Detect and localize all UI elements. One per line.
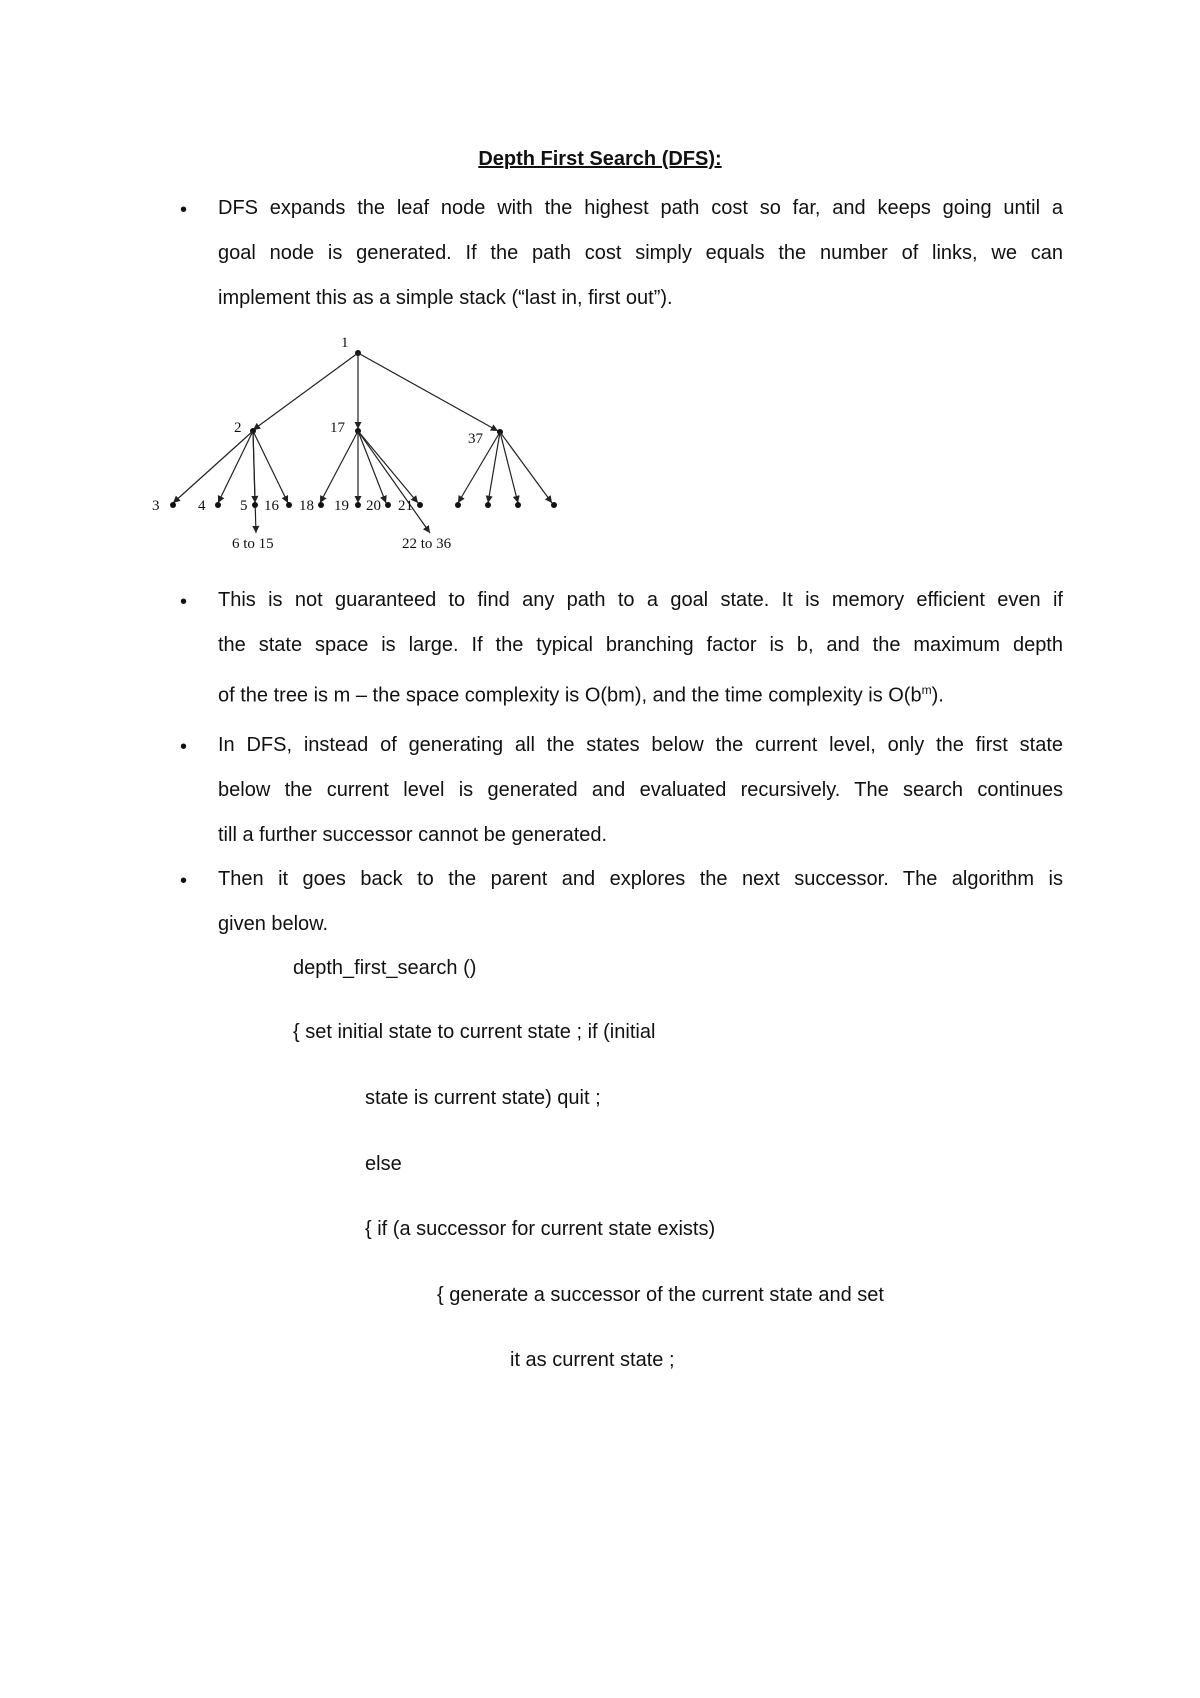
tree-range-label: 6 to 15 — [232, 536, 274, 552]
paragraph-line: DFS expands the leaf node with the highest path cost so far, and keeps going until a — [218, 197, 1063, 219]
tree-edge — [358, 431, 386, 503]
dfs-tree-diagram — [148, 335, 588, 570]
paragraph-line: Then it goes back to the parent and explores the next successor. The algorithm is — [218, 868, 1063, 890]
code-line: { generate a successor of the current state and set — [437, 1284, 884, 1306]
paragraph-backtrack — [218, 857, 1063, 947]
paragraph-line: implement this as a simple stack (“last in, first out”). — [218, 287, 673, 309]
bullet-marker: • — [180, 591, 188, 613]
tree-edge — [253, 431, 256, 533]
paragraph-line: This is not guaranteed to find any path to a goal state. It is memory efficient even if — [218, 589, 1063, 611]
code-line: state is current state) quit ; — [365, 1087, 601, 1109]
exponent-m: m — [921, 683, 932, 697]
tree-edge — [218, 431, 253, 503]
complexity-suffix: ). — [931, 684, 944, 707]
paragraph-line — [218, 668, 1063, 719]
page-title: Depth First Search (DFS): — [478, 148, 722, 170]
tree-edge — [320, 431, 358, 503]
tree-label: 20 — [366, 498, 381, 514]
paragraph-dfs-levels — [218, 723, 1063, 858]
paragraph-line: given below. — [218, 913, 329, 935]
tree-node — [286, 502, 292, 508]
tree-node — [515, 502, 521, 508]
tree-label: 2 — [234, 420, 242, 436]
tree-node — [170, 502, 176, 508]
code-line: { set initial state to current state ; if (initial — [293, 1021, 656, 1043]
tree-label-root: 1 — [341, 335, 349, 351]
tree-label: 37 — [468, 431, 483, 447]
tree-edge — [358, 353, 498, 431]
tree-edge — [253, 353, 358, 430]
bullet-marker: • — [180, 736, 188, 758]
paragraph-line: below the current level is generated and evaluated recursively. The search continues — [218, 779, 1063, 801]
tree-label: 18 — [299, 498, 314, 514]
tree-label: 17 — [330, 420, 345, 436]
tree-label: 3 — [152, 498, 160, 514]
tree-node — [455, 502, 461, 508]
tree-label: 4 — [198, 498, 206, 514]
tree-edge — [358, 431, 430, 533]
tree-label: 5 — [240, 498, 248, 514]
paragraph-complexity — [218, 578, 1063, 719]
tree-node — [318, 502, 324, 508]
code-line: { if (a successor for current state exists) — [365, 1218, 716, 1240]
tree-label: 16 — [264, 498, 279, 514]
paragraph-line: till a further successor cannot be generated. — [218, 824, 608, 846]
tree-node — [417, 502, 423, 508]
code-line: it as current state ; — [510, 1349, 675, 1371]
tree-edge — [358, 431, 418, 503]
paragraph-line: goal node is generated. If the path cost simply equals the number of links, we can — [218, 242, 1063, 264]
tree-node — [252, 502, 258, 508]
tree-node — [485, 502, 491, 508]
paragraph-line: the state space is large. If the typical branching factor is b, and the maximum depth — [218, 634, 1063, 656]
bullet-marker: • — [180, 870, 188, 892]
tree-edge — [173, 431, 253, 503]
tree-node — [215, 502, 221, 508]
tree-edge — [500, 432, 518, 503]
tree-label: 19 — [334, 498, 349, 514]
complexity-text: of the tree is m – the space complexity is O(bm), and the time complexity is O(b — [218, 684, 922, 707]
bullet-marker: • — [180, 199, 188, 221]
tree-label: 21 — [398, 498, 413, 514]
tree-node — [385, 502, 391, 508]
code-line: else — [365, 1153, 402, 1175]
tree-node — [355, 502, 361, 508]
paragraph-dfs-intro — [218, 186, 1063, 321]
tree-node — [551, 502, 557, 508]
code-line: depth_first_search () — [293, 957, 477, 979]
tree-range-label: 22 to 36 — [402, 536, 452, 552]
tree-edge — [500, 432, 552, 503]
paragraph-line: In DFS, instead of generating all the states below the current level, only the first state — [218, 734, 1063, 756]
tree-edge — [253, 431, 288, 503]
